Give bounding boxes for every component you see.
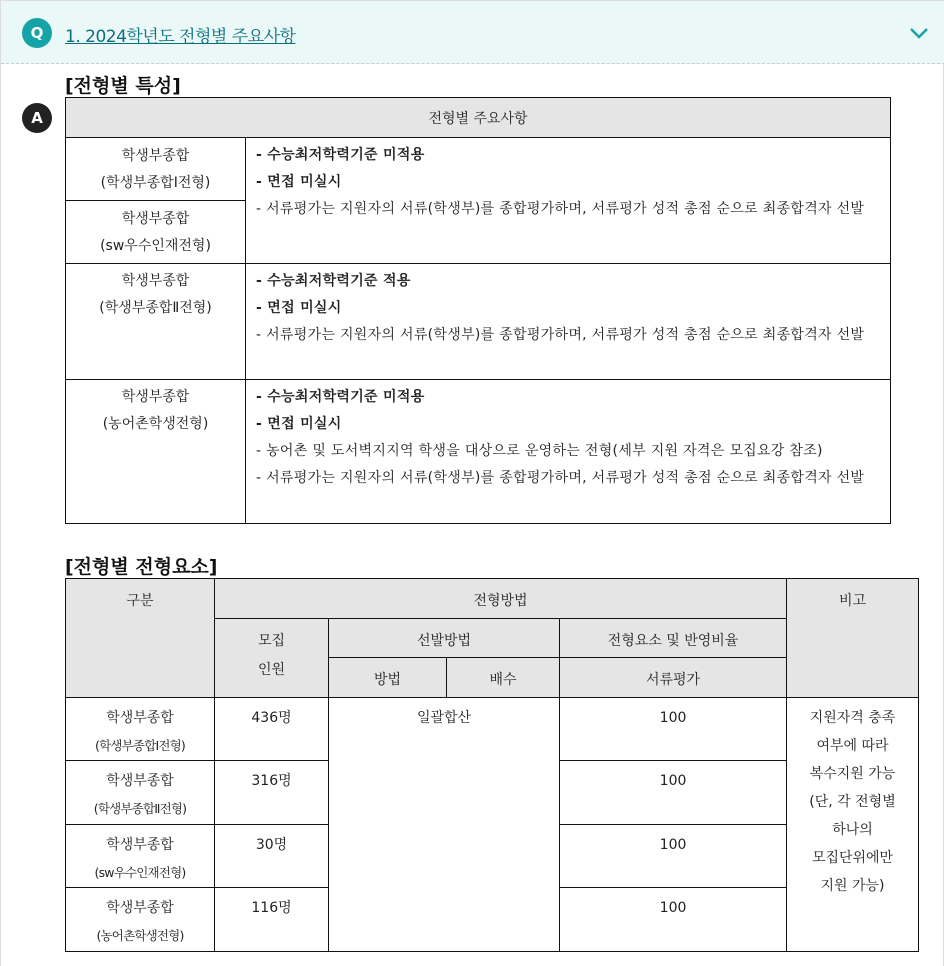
- table-row: 학생부종합 (sw우수인재전형) 30명 100: [66, 825, 919, 888]
- header-way: 방법: [329, 658, 447, 698]
- table-header: 전형별 주요사항: [66, 98, 891, 138]
- header-selection: 선발방법: [329, 619, 560, 658]
- header-elements: 전형요소 및 반영비율: [560, 619, 787, 658]
- row-label: 학생부종합 (학생부종합Ⅰ전형): [66, 138, 246, 201]
- table-row: 학생부종합 (학생부종합Ⅰ전형) 436명 일괄합산 100 지원자격 충족 여부에 따라 복수지원 가능 (단, 각 전형별 하나의 모집단위에만 지원 가능): [66, 698, 919, 761]
- table-row: 학생부종합 (농어촌학생전형) 116명 100: [66, 888, 919, 952]
- header-multiple: 배수: [447, 658, 560, 698]
- way-value: 일괄합산: [329, 698, 560, 952]
- header-doc: 서류평가: [560, 658, 787, 698]
- row-details: - 수능최저학력기준 미적용 - 면접 미실시 - 농어촌 및 도서벽지지역 학생을 대상으로 운영하는 전형(세부 지원 자격은 모집요강 참조) - 서류평가는 지원자의 서류(학생부)를 종합평가하며, 서류평가 성적 총점 순으로 최종합격자 선발: [246, 380, 891, 524]
- row-details: - 수능최저학력기준 미적용 - 면접 미실시 - 서류평가는 지원자의 서류(학생부)를 종합평가하며, 서류평가 성적 총점 순으로 최종합격자 선발: [246, 138, 891, 264]
- faq-question-header[interactable]: [1, 0, 944, 64]
- question-badge: Q: [22, 18, 52, 48]
- row-details: - 수능최저학력기준 적용 - 면접 미실시 - 서류평가는 지원자의 서류(학생부)를 종합평가하며, 서류평가 성적 총점 순으로 최종합격자 선발: [246, 264, 891, 380]
- characteristics-table: [65, 97, 891, 524]
- question-title-link[interactable]: 1. 2024학년도 전형별 주요사항: [65, 27, 296, 47]
- row-label: 학생부종합 (학생부종합Ⅱ전형): [66, 264, 246, 380]
- chevron-down-icon[interactable]: [907, 21, 931, 45]
- header-method: 전형방법: [215, 579, 787, 619]
- section-title-characteristics: [전형별 특성]: [65, 75, 181, 97]
- header-category: 구분: [66, 579, 215, 698]
- answer-badge: A: [22, 103, 52, 133]
- table-row: 학생부종합 (학생부종합Ⅱ전형) 316명 100: [66, 761, 919, 825]
- row-label: 학생부종합 (sw우수인재전형): [66, 201, 246, 264]
- section-title-elements: [전형별 전형요소]: [65, 556, 218, 578]
- header-note: 비고: [787, 579, 919, 698]
- row-label: 학생부종합 (농어촌학생전형): [66, 380, 246, 524]
- note-value: 지원자격 충족 여부에 따라 복수지원 가능 (단, 각 전형별 하나의 모집단위에만 지원 가능): [787, 698, 919, 952]
- elements-table: [65, 578, 919, 952]
- header-recruit: 모집 인원: [215, 619, 329, 698]
